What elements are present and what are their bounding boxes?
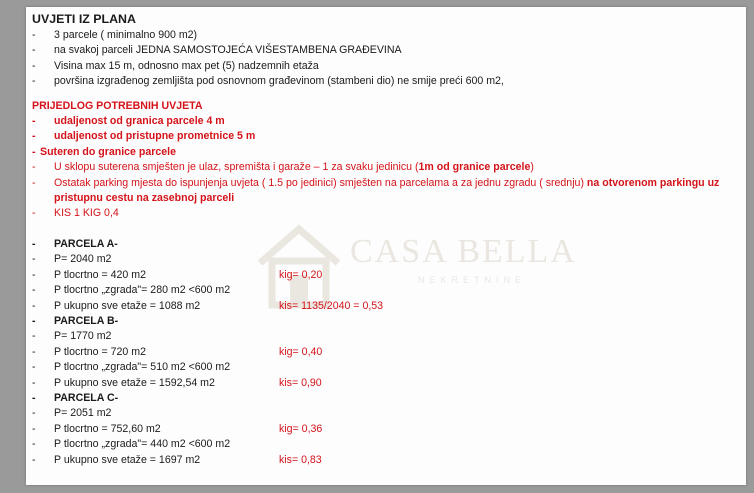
list-item: - površina izgrađenog zemljišta pod osnovnom građevinom (stambeni dio) ne smije preći 600 m2, [32, 75, 504, 88]
parcel-row: - P= 2051 m2 [32, 407, 112, 420]
proposal-heading: PRIJEDLOG POTREBNIH UVJETA [32, 99, 203, 112]
parcel-row: - P tlocrtno = 752,60 m2 kig= 0,36 [32, 422, 740, 437]
parcel-heading: - PARCELA C- [32, 391, 119, 404]
parcel-row: - P tlocrtno „zgrada"= 510 m2 <600 m2 [32, 361, 231, 374]
parcel-row: - P ukupno sve etaže = 1088 m2 kis= 1135/2040 = 0,53 [32, 299, 740, 314]
parcel-row: - P ukupno sve etaže = 1697 m2 kis= 0,83 [32, 453, 740, 468]
parcel-row: - P tlocrtno „zgrada"= 440 m2 <600 m2 [32, 438, 231, 451]
kig-value: kig= 0,40 [279, 345, 323, 358]
watermark-subtitle: NEKRETNINE [418, 275, 527, 285]
list-item: - udaljenost od pristupne prometnice 5 m [32, 130, 256, 143]
kis-value: kis= 0,90 [279, 376, 322, 389]
parcel-heading: - PARCELA B- [32, 314, 119, 327]
list-item: - Suteren do granice parcele [32, 145, 177, 158]
list-item: - Ostatak parking mjesta do ispunjenja uvjeta ( 1.5 po jedinici) smješten na parcelama a za jednu zgradu ( srednju) na otvorenom parkingu uz pristupnu cestu na zasebnoj parceli [32, 176, 720, 205]
plan-heading: UVJETI IZ PLANA [32, 12, 136, 26]
parcel-row: - P tlocrtno = 420 m2 kig= 0,20 [32, 268, 740, 283]
parcel-row: - P tlocrtno = 720 m2 kig= 0,40 [32, 345, 740, 360]
parcel-row: - P= 2040 m2 [32, 253, 112, 266]
document-content [32, 11, 740, 468]
parcel-heading: - PARCELA A- [32, 237, 118, 250]
parcel-row: - P tlocrtno „zgrada"= 280 m2 <600 m2 [32, 284, 231, 297]
list-item: - 3 parcele ( minimalno 900 m2) [32, 29, 198, 41]
kis-value: kis= 0,83 [279, 453, 322, 466]
list-item: - udaljenost od granica parcele 4 m [32, 115, 225, 128]
document-page [26, 7, 746, 485]
kig-value: kig= 0,20 [279, 268, 323, 281]
list-item: - na svakoj parceli JEDNA SAMOSTOJEĆA VIŠESTAMBENA GRAĐEVINA [32, 44, 402, 57]
list-item: - Visina max 15 m, odnosno max pet (5) nadzemnih etaža [32, 59, 319, 72]
kis-value: kis= 1135/2040 = 0,53 [279, 299, 384, 312]
list-item: - KIS 1 KIG 0,4 [32, 207, 119, 220]
list-item: - U sklopu suterena smješten je ulaz, spremišta i garaže – 1 za svaku jedinicu (1m od granice parcele) [32, 161, 534, 174]
parcel-row: - P= 1770 m2 [32, 330, 112, 343]
parcel-row: - P ukupno sve etaže = 1592,54 m2 kis= 0,90 [32, 376, 740, 391]
kig-value: kig= 0,36 [279, 422, 323, 435]
watermark-name: CASA BELLA [350, 233, 577, 270]
